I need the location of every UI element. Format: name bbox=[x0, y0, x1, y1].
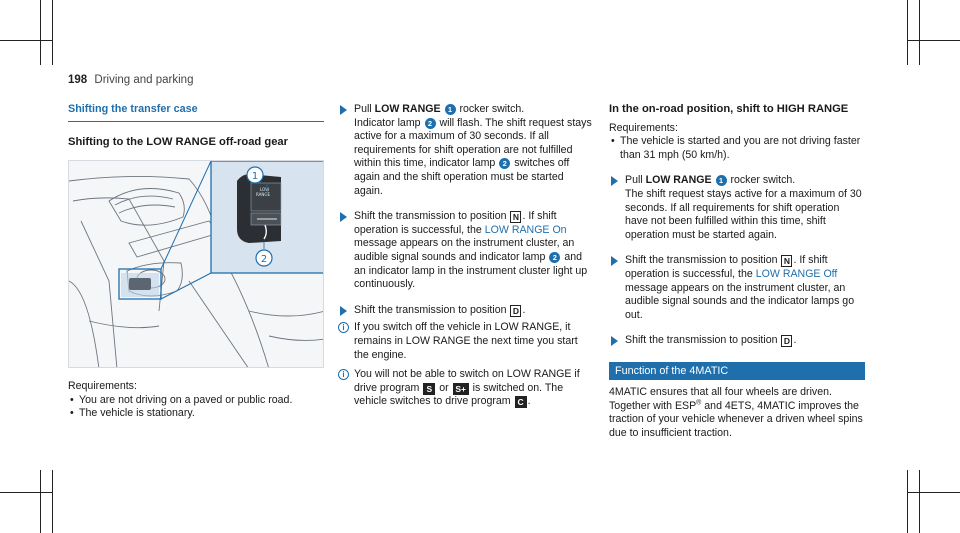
drive-program-s-icon: S bbox=[423, 383, 435, 395]
switch-name: LOW RANGE bbox=[374, 103, 441, 115]
arrow-icon bbox=[340, 306, 347, 316]
instruction-step: Shift the transmission to position D . bbox=[609, 334, 865, 348]
svg-text:RANGE: RANGE bbox=[256, 192, 270, 198]
callout-badge: 1 bbox=[445, 104, 456, 115]
crop-mark bbox=[908, 492, 960, 493]
page-header bbox=[68, 74, 193, 88]
instruction-step bbox=[338, 210, 593, 292]
column-right bbox=[609, 103, 865, 440]
section-heading-bar: Function of the 4MATIC bbox=[609, 362, 865, 380]
switch-label: LOW bbox=[260, 187, 270, 193]
gear-d-icon: D bbox=[510, 305, 521, 317]
note-text: If you switch off the vehicle in LOW RANGE, it remains in LOW RANGE the next time you start the engine. bbox=[354, 321, 578, 361]
arrow-icon bbox=[611, 176, 618, 186]
info-icon: i bbox=[338, 322, 349, 333]
crop-mark bbox=[40, 0, 41, 65]
step-text: Pull bbox=[354, 103, 372, 115]
chapter-title: Driving and parking bbox=[94, 74, 194, 86]
body-text-part: Together with ESP bbox=[609, 399, 697, 412]
crop-mark bbox=[52, 470, 53, 533]
display-message: LOW RANGE On bbox=[484, 223, 567, 236]
instruction-step bbox=[338, 103, 593, 198]
step-text: rocker switch. bbox=[459, 103, 525, 115]
arrow-icon bbox=[340, 105, 347, 115]
step-text: Shift the transmission to position bbox=[625, 254, 778, 267]
body-text bbox=[609, 400, 865, 441]
step-text: Shift the transmission to position bbox=[354, 210, 507, 223]
callout-badge: 2 bbox=[425, 118, 436, 129]
crop-mark bbox=[40, 470, 41, 533]
body-text-part: and 4ETS, 4MATIC improves the traction of your vehicle whenever a driven wheel spins due to insufficient traction. bbox=[609, 399, 863, 439]
callout-2: 2 bbox=[260, 254, 268, 266]
column-left bbox=[68, 103, 324, 421]
step-text: Indicator lamp bbox=[354, 116, 421, 129]
console-illustration bbox=[68, 160, 324, 368]
drive-program-c-icon: C bbox=[515, 396, 527, 408]
callout-1: 1 bbox=[251, 171, 259, 183]
registered-mark: ® bbox=[696, 398, 702, 406]
crop-mark bbox=[0, 492, 52, 493]
step-text: . If shift operation is successful, the bbox=[625, 254, 828, 280]
step-text: Shift the transmission to position bbox=[354, 303, 507, 316]
requirement-item: • The vehicle is stationary. bbox=[68, 407, 324, 421]
crop-mark bbox=[907, 0, 908, 65]
step-text: Pull bbox=[625, 174, 643, 187]
instruction-step: Shift the transmission to position D . bbox=[338, 304, 593, 318]
crop-mark bbox=[0, 40, 52, 41]
subheading: In the on-road position, shift to HIGH RANGE bbox=[609, 103, 849, 115]
callout-badge: 2 bbox=[499, 158, 510, 169]
step-text: and an indicator lamp in the instrument cluster light up continuously. bbox=[354, 250, 588, 291]
requirements-label: Requirements: bbox=[609, 121, 678, 134]
gear-d-icon: D bbox=[781, 335, 792, 347]
step-text: message appears on the instrument cluster, an audible signal sounds and indicator lamp bbox=[354, 237, 575, 263]
step-text: Shift the transmission to position bbox=[625, 334, 778, 347]
step-text: . If shift operation is successful, the bbox=[354, 210, 557, 236]
arrow-icon bbox=[340, 212, 347, 222]
switch-name: LOW RANGE bbox=[645, 174, 712, 187]
info-note: i You will not be able to switch on LOW RANGE if drive program S or S+ is switched on. The vehicle switches to drive program C . bbox=[338, 368, 593, 409]
callout-badge: 1 bbox=[716, 175, 727, 186]
page-number: 198 bbox=[68, 74, 88, 86]
info-note bbox=[338, 321, 593, 362]
step-text: rocker switch. bbox=[730, 174, 796, 187]
step-text: The shift request stays active for a maximum of 30 seconds. If all requirements for shift operation have not been fulfilled within this time, shift operation must be started again. bbox=[625, 187, 862, 241]
step-text: message appears on the instrument cluster, an audible signal sounds and the indicator lamps go out. bbox=[625, 281, 855, 321]
console-drawing bbox=[69, 161, 324, 368]
crop-mark bbox=[907, 470, 908, 533]
note-text: is switched on. The vehicle switches to drive program bbox=[354, 381, 564, 408]
display-message: LOW RANGE Off bbox=[755, 267, 838, 280]
step-text: will flash. The shift request stays active for a maximum of 30 seconds. If all requirements for shift operation are not fulfilled within this time, indicator lamp bbox=[354, 116, 592, 170]
body-text: 4MATIC ensures that all four wheels are driven. bbox=[609, 385, 832, 398]
column-middle bbox=[338, 103, 593, 415]
callout-badge: 2 bbox=[549, 252, 560, 263]
arrow-icon bbox=[611, 336, 618, 346]
info-icon: i bbox=[338, 369, 349, 380]
gear-n-icon: N bbox=[781, 255, 792, 267]
note-text: or bbox=[439, 381, 449, 394]
instruction-step bbox=[609, 174, 865, 242]
note-text: You will not be able to switch on LOW RANGE if drive program bbox=[354, 368, 580, 394]
step-text: switches off again and the shift operation must be started again. bbox=[354, 157, 570, 197]
subheading: Shifting to the LOW RANGE off-road gear bbox=[68, 135, 289, 148]
crop-mark bbox=[908, 40, 960, 41]
section-link[interactable]: Shifting the transfer case bbox=[68, 103, 324, 122]
requirement-item: • The vehicle is started and you are not driving faster than 31 mph (50 km/h). bbox=[609, 135, 865, 162]
drive-program-splus-icon: S+ bbox=[453, 383, 469, 395]
crop-mark bbox=[919, 470, 920, 533]
crop-mark bbox=[919, 0, 920, 65]
instruction-step bbox=[609, 254, 865, 322]
gear-n-icon: N bbox=[510, 211, 521, 223]
crop-mark bbox=[52, 0, 53, 65]
requirements-label: Requirements: bbox=[68, 380, 137, 393]
requirement-item: • You are not driving on a paved or public road. bbox=[68, 394, 324, 408]
arrow-icon bbox=[611, 256, 618, 266]
